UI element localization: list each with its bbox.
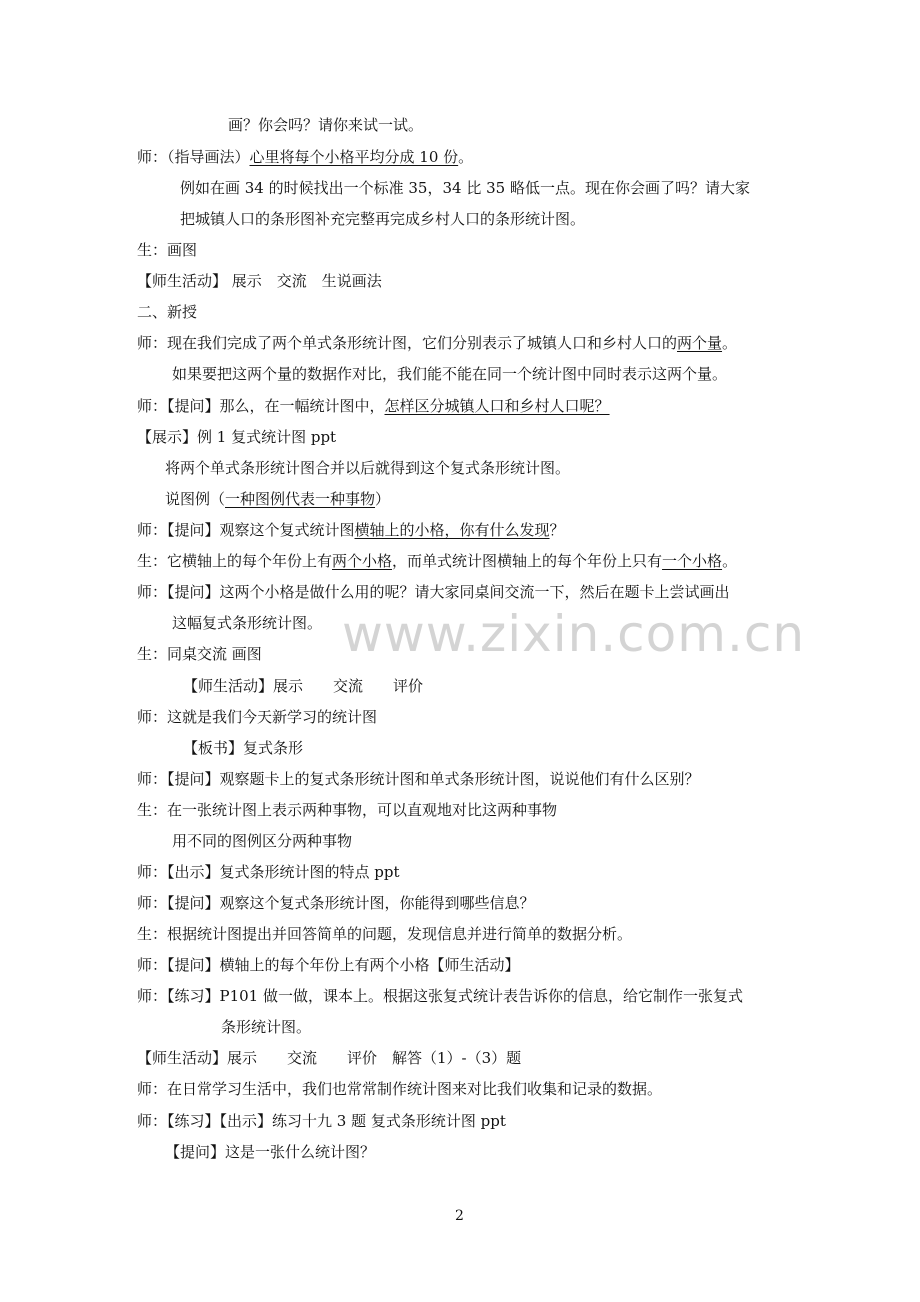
text-segment: 把城镇人口的条形图补充完整再完成乡村人口的条形统计图。 [180,210,586,228]
text-segment: 如果要把这两个量的数据作对比，我们能不能在同一个统计图中同时表示这两个量。 [172,365,728,383]
text-segment: 师：现在我们完成了两个单式条形统计图，它们分别表示了城镇人口和乡村人口的 [137,334,678,352]
text-segment: 师：【提问】横轴上的每个年份上有两个小格【师生活动】 [137,956,520,974]
text-segment: 【板书】复式条形 [183,739,304,757]
text-line [183,676,423,696]
text-segment: 生：在一张统计图上表示两种事物，可以直观地对比这两种事物 [137,801,558,819]
text-segment: 师：【提问】观察题卡上的复式条形统计图和单式条形统计图，说说他们有什么区别？ [137,770,700,788]
watermark: www.zixin.com.cn [342,605,806,663]
text-segment: 师：【提问】那么，在一幅统计图中， [137,397,385,415]
text-line [137,1048,521,1068]
text-segment: 这幅复式条形统计图。 [172,614,323,632]
text-segment: 师：【练习】P101 做一做，课本上。根据这张复式统计表告诉你的信息，给它制作一张复式 [137,987,743,1005]
underlined-text: 怎样区分城镇人口和乡村人口呢？ [384,397,610,415]
text-line [137,1079,662,1099]
text-line [165,1142,375,1162]
text-segment: 画？你会吗？请你来试一试。 [228,116,424,134]
text-segment: 师：【练习】【出示】练习十九 3 题 复式条形统计图 ppt [137,1112,506,1130]
text-segment: 【师生活动】展示 交流 评价 解答（1）-（3）题 [137,1049,522,1067]
text-line [137,986,743,1006]
underlined-text: 两个小格 [332,552,393,570]
text-line [221,1017,311,1037]
text-segment: 说图例（ [165,490,226,508]
text-segment: 师：【提问】观察这个复式统计图 [137,521,355,539]
text-line [137,147,473,167]
text-segment: 生：它横轴上的每个年份上有 [137,552,333,570]
underlined-text: 心里将每个小格平均分成 10 份 [249,148,459,166]
text-line [137,955,520,975]
text-segment: 【师生活动】 展示 交流 生说画法 [137,272,382,290]
text-segment: 二、新授 [137,303,198,321]
underlined-text: 一个小格 [662,552,723,570]
text-segment: 生：根据统计图提出并回答简单的问题，发现信息并进行简单的数据分析。 [137,925,633,943]
text-segment: 师：（指导画法） [137,148,250,166]
text-line [137,707,377,727]
text-segment: 。 [458,148,474,166]
text-segment: 【展示】例 1 复式统计图 ppt [137,428,337,446]
text-segment: 【师生活动】展示 交流 评价 [183,677,424,695]
text-line [137,333,737,353]
text-segment: 条形统计图。 [221,1018,312,1036]
text-line [165,489,390,509]
text-segment: 用不同的图例区分两种事物 [172,832,353,850]
text-line [137,302,197,322]
text-segment: 师：这就是我们今天新学习的统计图 [137,708,378,726]
text-segment: ） [375,490,391,508]
text-line [137,924,632,944]
text-line [137,551,737,571]
text-line [137,769,700,789]
text-line [165,458,570,478]
text-line [180,178,750,198]
text-line [137,893,535,913]
text-segment: 生：同桌交流 画图 [137,645,262,663]
text-line [137,800,557,820]
text-line [172,364,727,384]
text-segment: 。 [722,552,738,570]
underlined-text: 两个量 [677,334,723,352]
text-line [137,240,197,260]
text-line [137,396,610,416]
text-segment: 例如在画 34 的时候找出一个标准 35，34 比 35 略低一点。现在你会画了吗？请大家 [180,179,750,197]
text-line [228,115,423,135]
text-segment: 师：【提问】观察这个复式条形统计图，你能得到哪些信息？ [137,894,535,912]
text-segment: 师：【出示】复式条形统计图的特点 ppt [137,863,400,881]
text-segment: 师：【提问】这两个小格是做什么用的呢？请大家同桌间交流一下，然后在题卡上尝试画出 [137,583,730,601]
text-segment: 。 [722,334,738,352]
underlined-text: 横轴上的小格，你有什么发现 [354,521,550,539]
page-number: 2 [455,1208,464,1224]
text-line [172,831,352,851]
text-line [137,520,565,540]
text-line [180,209,585,229]
text-line [137,644,262,664]
text-line [137,862,400,882]
text-segment: ，而单式统计图横轴上的每个年份上只有 [392,552,663,570]
text-line [137,271,382,291]
text-segment: 师：在日常学习生活中，我们也常常制作统计图来对比我们收集和记录的数据。 [137,1080,663,1098]
text-segment: 【提问】这是一张什么统计图？ [165,1143,376,1161]
text-line [137,1111,506,1131]
text-line [183,738,303,758]
text-line [137,582,730,602]
text-segment: ？ [549,521,565,539]
text-line [172,613,322,633]
text-line [137,427,336,447]
text-segment: 将两个单式条形统计图合并以后就得到这个复式条形统计图。 [165,459,571,477]
underlined-text: 一种图例代表一种事物 [225,490,376,508]
text-segment: 生：画图 [137,241,198,259]
